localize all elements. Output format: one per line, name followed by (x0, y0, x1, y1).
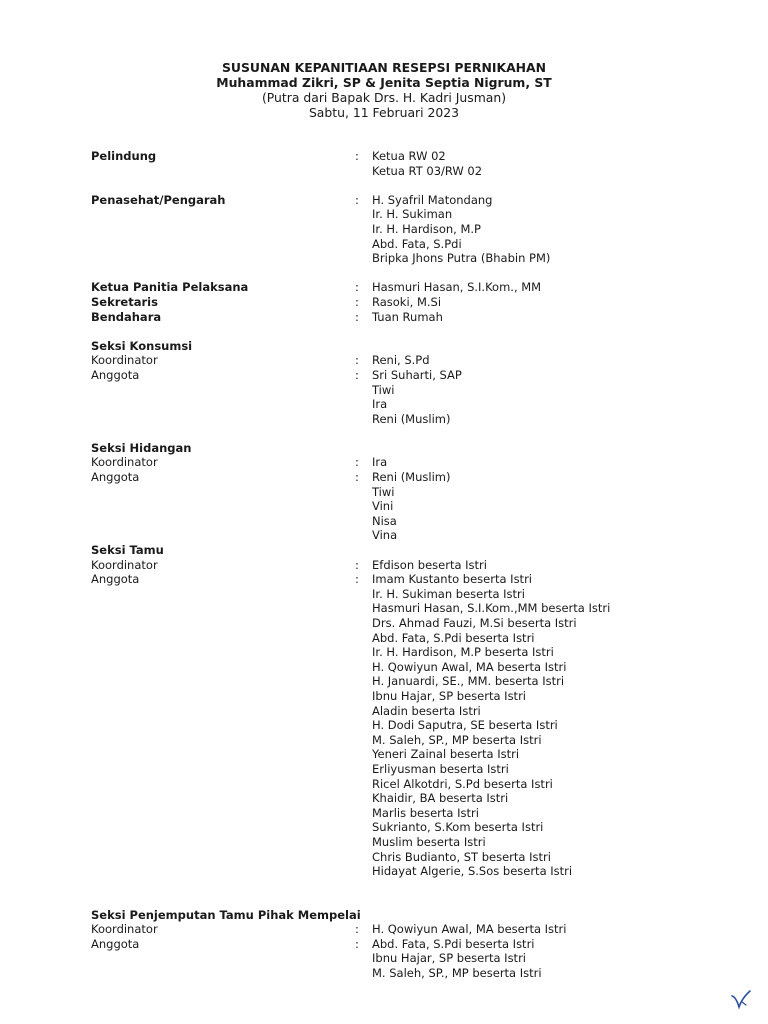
value-line: Bripka Jhons Putra (Bhabin PM) (372, 251, 551, 266)
value-line: Reni (Muslim) (372, 470, 451, 485)
section-konsumsi (91, 339, 751, 427)
section-title: Seksi Konsumsi (91, 338, 193, 353)
block-label: Ketua Panitia Pelaksana (91, 280, 249, 295)
block-label: Bendahara (91, 309, 162, 324)
value-line: Yeneri Zainal beserta Istri (372, 747, 520, 762)
value-line: Khaidir, BA beserta Istri (372, 791, 509, 806)
value-line: H. Qowiyun Awal, MA beserta Istri (372, 922, 567, 937)
value-line: Reni (Muslim) (372, 411, 451, 426)
value-line: Hidayat Algerie, S.Sos beserta Istri (372, 864, 573, 879)
value-line: Reni, S.Pd (372, 353, 430, 368)
value-line: Vini (372, 499, 394, 514)
value-line: Marlis beserta Istri (372, 805, 479, 820)
parent-line: (Putra dari Bapak Drs. H. Kadri Jusman) (261, 90, 507, 105)
block-label: Sekretaris (91, 294, 158, 309)
value-line: Muslim beserta Istri (372, 834, 486, 849)
colon: : (355, 557, 359, 572)
value-line: Abd. Fata, S.Pdi beserta Istri (372, 936, 535, 951)
block-label: Penasehat/Pengarah (91, 192, 226, 207)
event-date: Sabtu, 11 Februari 2023 (308, 105, 460, 120)
value-line: Tiwi (372, 484, 395, 499)
block-pelaksana (91, 280, 751, 324)
role-label: Anggota (91, 572, 140, 587)
value-line: Hasmuri Hasan, S.I.Kom.,MM beserta Istri (372, 601, 611, 616)
colon: : (355, 367, 359, 382)
colon: : (355, 455, 359, 470)
colon: : (355, 309, 359, 324)
colon: : (355, 353, 359, 368)
block-label: Pelindung (91, 149, 157, 163)
colon: : (355, 294, 359, 309)
role-label: Anggota (91, 470, 140, 485)
couple-names: Muhammad Zikri, SP & Jenita Septia Nigrum, ST (216, 75, 552, 90)
document-header (0, 60, 768, 120)
value-line: Vina (372, 528, 398, 543)
value-line: Tuan Rumah (372, 309, 443, 324)
colon: : (355, 572, 359, 587)
check-signature-icon (730, 988, 752, 1010)
section-tamu (91, 543, 751, 879)
role-label: Koordinator (91, 557, 158, 572)
value-line: Chris Budianto, ST beserta Istri (372, 849, 551, 864)
colon: : (355, 280, 359, 295)
value-line: Drs. Ahmad Fauzi, M.Si beserta Istri (372, 616, 577, 630)
section-hidangan (91, 441, 751, 543)
colon: : (355, 936, 359, 951)
value-line: Ir. H. Hardison, M.P (372, 221, 481, 236)
value-line: Sukrianto, S.Kom beserta Istri (372, 820, 544, 835)
document-title: SUSUNAN KEPANITIAAN RESEPSI PERNIKAHAN (221, 60, 547, 75)
colon: : (355, 470, 359, 485)
value-line: Abd. Fata, S.Pdi beserta Istri (372, 630, 535, 645)
colon: : (355, 922, 359, 937)
value-line: Ir. H. Hardison, M.P beserta Istri (372, 645, 554, 660)
value-line: Ibnu Hajar, SP beserta Istri (372, 688, 526, 703)
section-title: Seksi Tamu (91, 543, 164, 558)
value-line: Ir. H. Sukiman (372, 207, 453, 222)
value-line: M. Saleh, SP., MP beserta Istri (372, 732, 542, 747)
committee-list (91, 149, 751, 995)
value-line: Nisa (372, 513, 397, 528)
value-line: H. Qowiyun Awal, MA beserta Istri (372, 659, 567, 674)
role-label: Koordinator (91, 353, 158, 368)
value-line: Ira (372, 397, 388, 412)
value-line: H. Dodi Saputra, SE beserta Istri (372, 718, 558, 733)
value-line: Aladin beserta Istri (372, 703, 481, 718)
value-line: Ketua RT 03/RW 02 (372, 163, 483, 178)
value-line: Erliyusman beserta Istri (372, 761, 509, 776)
role-label: Anggota (91, 367, 140, 382)
value-line: Sri Suharti, SAP (372, 367, 462, 382)
section-title: Seksi Hidangan (91, 440, 192, 455)
role-label: Koordinator (91, 455, 158, 470)
value-line: Ir. H. Sukiman beserta Istri (372, 586, 525, 601)
value-line: Ira (372, 455, 388, 470)
value-line: Efdison beserta Istri (372, 557, 487, 572)
value-line: Abd. Fata, S.Pdi (372, 236, 462, 251)
value-line: H. Syafril Matondang (372, 192, 493, 207)
block-pelindung (91, 149, 751, 178)
colon: : (355, 192, 359, 207)
role-label: Anggota (91, 936, 140, 951)
value-line: Ketua RW 02 (372, 149, 446, 163)
value-line: Rasoki, M.Si (372, 294, 442, 309)
value-line: M. Saleh, SP., MP beserta Istri (372, 966, 542, 981)
value-line: H. Januardi, SE., MM. beserta Istri (372, 674, 565, 689)
role-label: Koordinator (91, 922, 158, 937)
section-penjemputan (91, 908, 751, 981)
value-line: Tiwi (372, 382, 395, 397)
value-line: Imam Kustanto beserta Istri (372, 572, 532, 587)
value-line: Ibnu Hajar, SP beserta Istri (372, 951, 526, 966)
colon: : (355, 149, 359, 163)
value-line: Hasmuri Hasan, S.I.Kom., MM (372, 280, 542, 295)
block-penasehat (91, 193, 751, 266)
value-line: Ricel Alkotdri, S.Pd beserta Istri (372, 776, 553, 791)
section-title: Seksi Penjemputan Tamu Pihak Mempelai (91, 907, 361, 922)
